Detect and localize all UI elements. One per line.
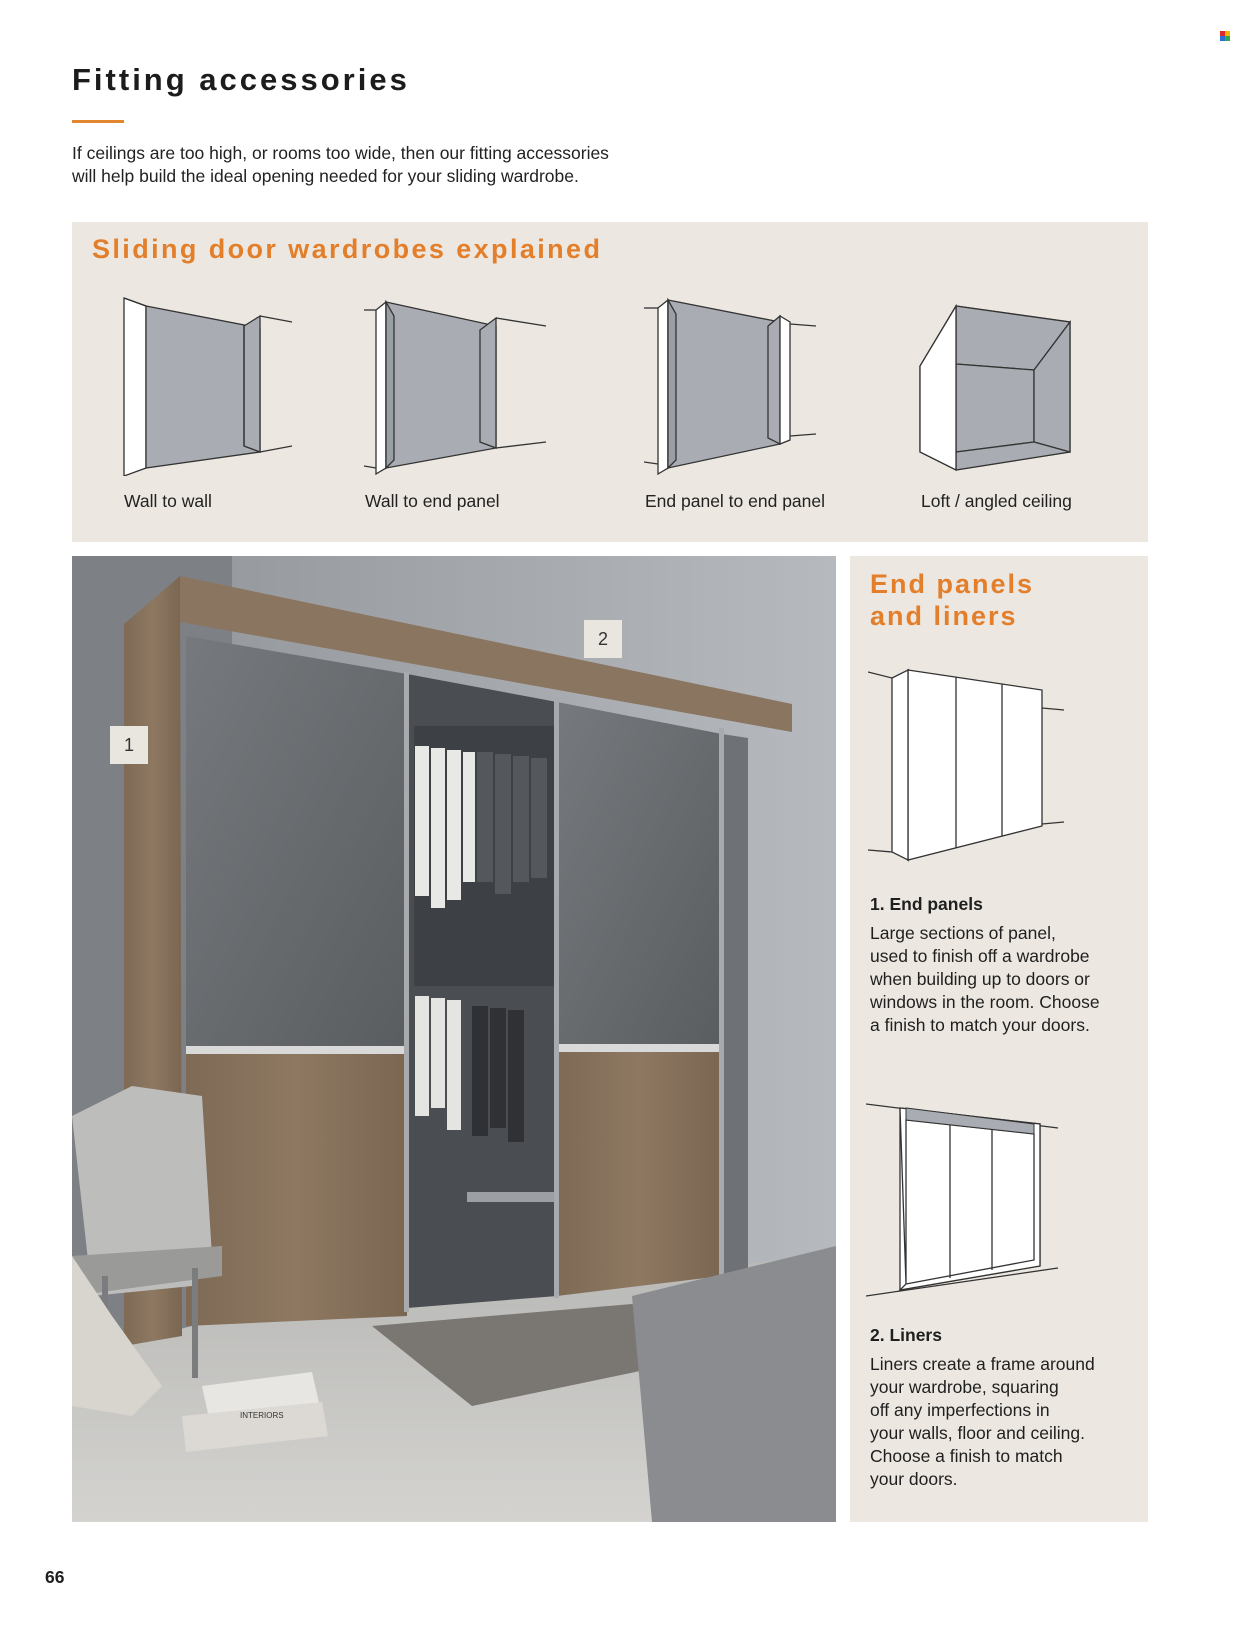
end-panels-diagram — [868, 664, 1068, 864]
item-title-end-panels: 1. End panels — [870, 894, 983, 914]
caption-loft-angled-ceiling: Loft / angled ceiling — [921, 491, 1072, 511]
title-underline — [72, 120, 124, 123]
badge-end-panel: 1 — [110, 726, 148, 764]
page-number: 66 — [45, 1567, 65, 1587]
caption-wall-to-wall: Wall to wall — [124, 491, 212, 511]
item-title-liners: 2. Liners — [870, 1325, 942, 1345]
wall-to-end-panel-diagram — [364, 302, 546, 474]
liners-line-2: your wardrobe, squaring — [870, 1377, 1059, 1397]
intro-line-2: will help build the ideal opening needed for your sliding wardrobe. — [72, 166, 579, 186]
item-body-liners — [870, 1353, 1140, 1491]
intro-text — [72, 142, 712, 188]
end-panels-line-2: used to finish off a wardrobe — [870, 946, 1090, 966]
end-panels-line-4: windows in the room. Choose — [870, 992, 1100, 1012]
explained-heading: Sliding door wardrobes explained — [92, 234, 603, 264]
side-heading — [870, 568, 1130, 632]
jackets-lower — [472, 1006, 524, 1142]
end-panels-line-1: Large sections of panel, — [870, 923, 1056, 943]
end-panels-line-5: a finish to match your doors. — [870, 1015, 1090, 1035]
brand-logo-icon — [1220, 31, 1230, 41]
liners-line-3: off any imperfections in — [870, 1400, 1050, 1420]
wall-to-wall-diagram — [120, 296, 300, 476]
liners-diagram — [866, 1100, 1066, 1300]
intro-line-1: If ceilings are too high, or rooms too wide, then our fitting accessories — [72, 143, 609, 163]
end-panels-line-3: when building up to doors or — [870, 969, 1090, 989]
loft-angled-ceiling-diagram — [920, 306, 1070, 470]
side-heading-line-1: End panels — [870, 569, 1035, 599]
item-body-end-panels — [870, 922, 1140, 1037]
bedroom-scene-illustration — [72, 556, 836, 1522]
caption-wall-to-end-panel: Wall to end panel — [365, 491, 500, 511]
badge-liner: 2 — [584, 620, 622, 658]
caption-end-panel-to-end-panel: End panel to end panel — [645, 491, 826, 511]
side-heading-line-2: and liners — [870, 601, 1018, 631]
liners-line-1: Liners create a frame around — [870, 1354, 1095, 1374]
liners-line-4: your walls, floor and ceiling. — [870, 1423, 1085, 1443]
page-title: Fitting accessories — [72, 62, 410, 97]
liners-line-6: your doors. — [870, 1469, 958, 1489]
wardrobe-photo — [72, 556, 836, 1522]
book-title: INTERIORS — [240, 1411, 284, 1420]
liners-line-5: Choose a finish to match — [870, 1446, 1063, 1466]
end-panel-to-end-panel-diagram — [644, 300, 816, 474]
